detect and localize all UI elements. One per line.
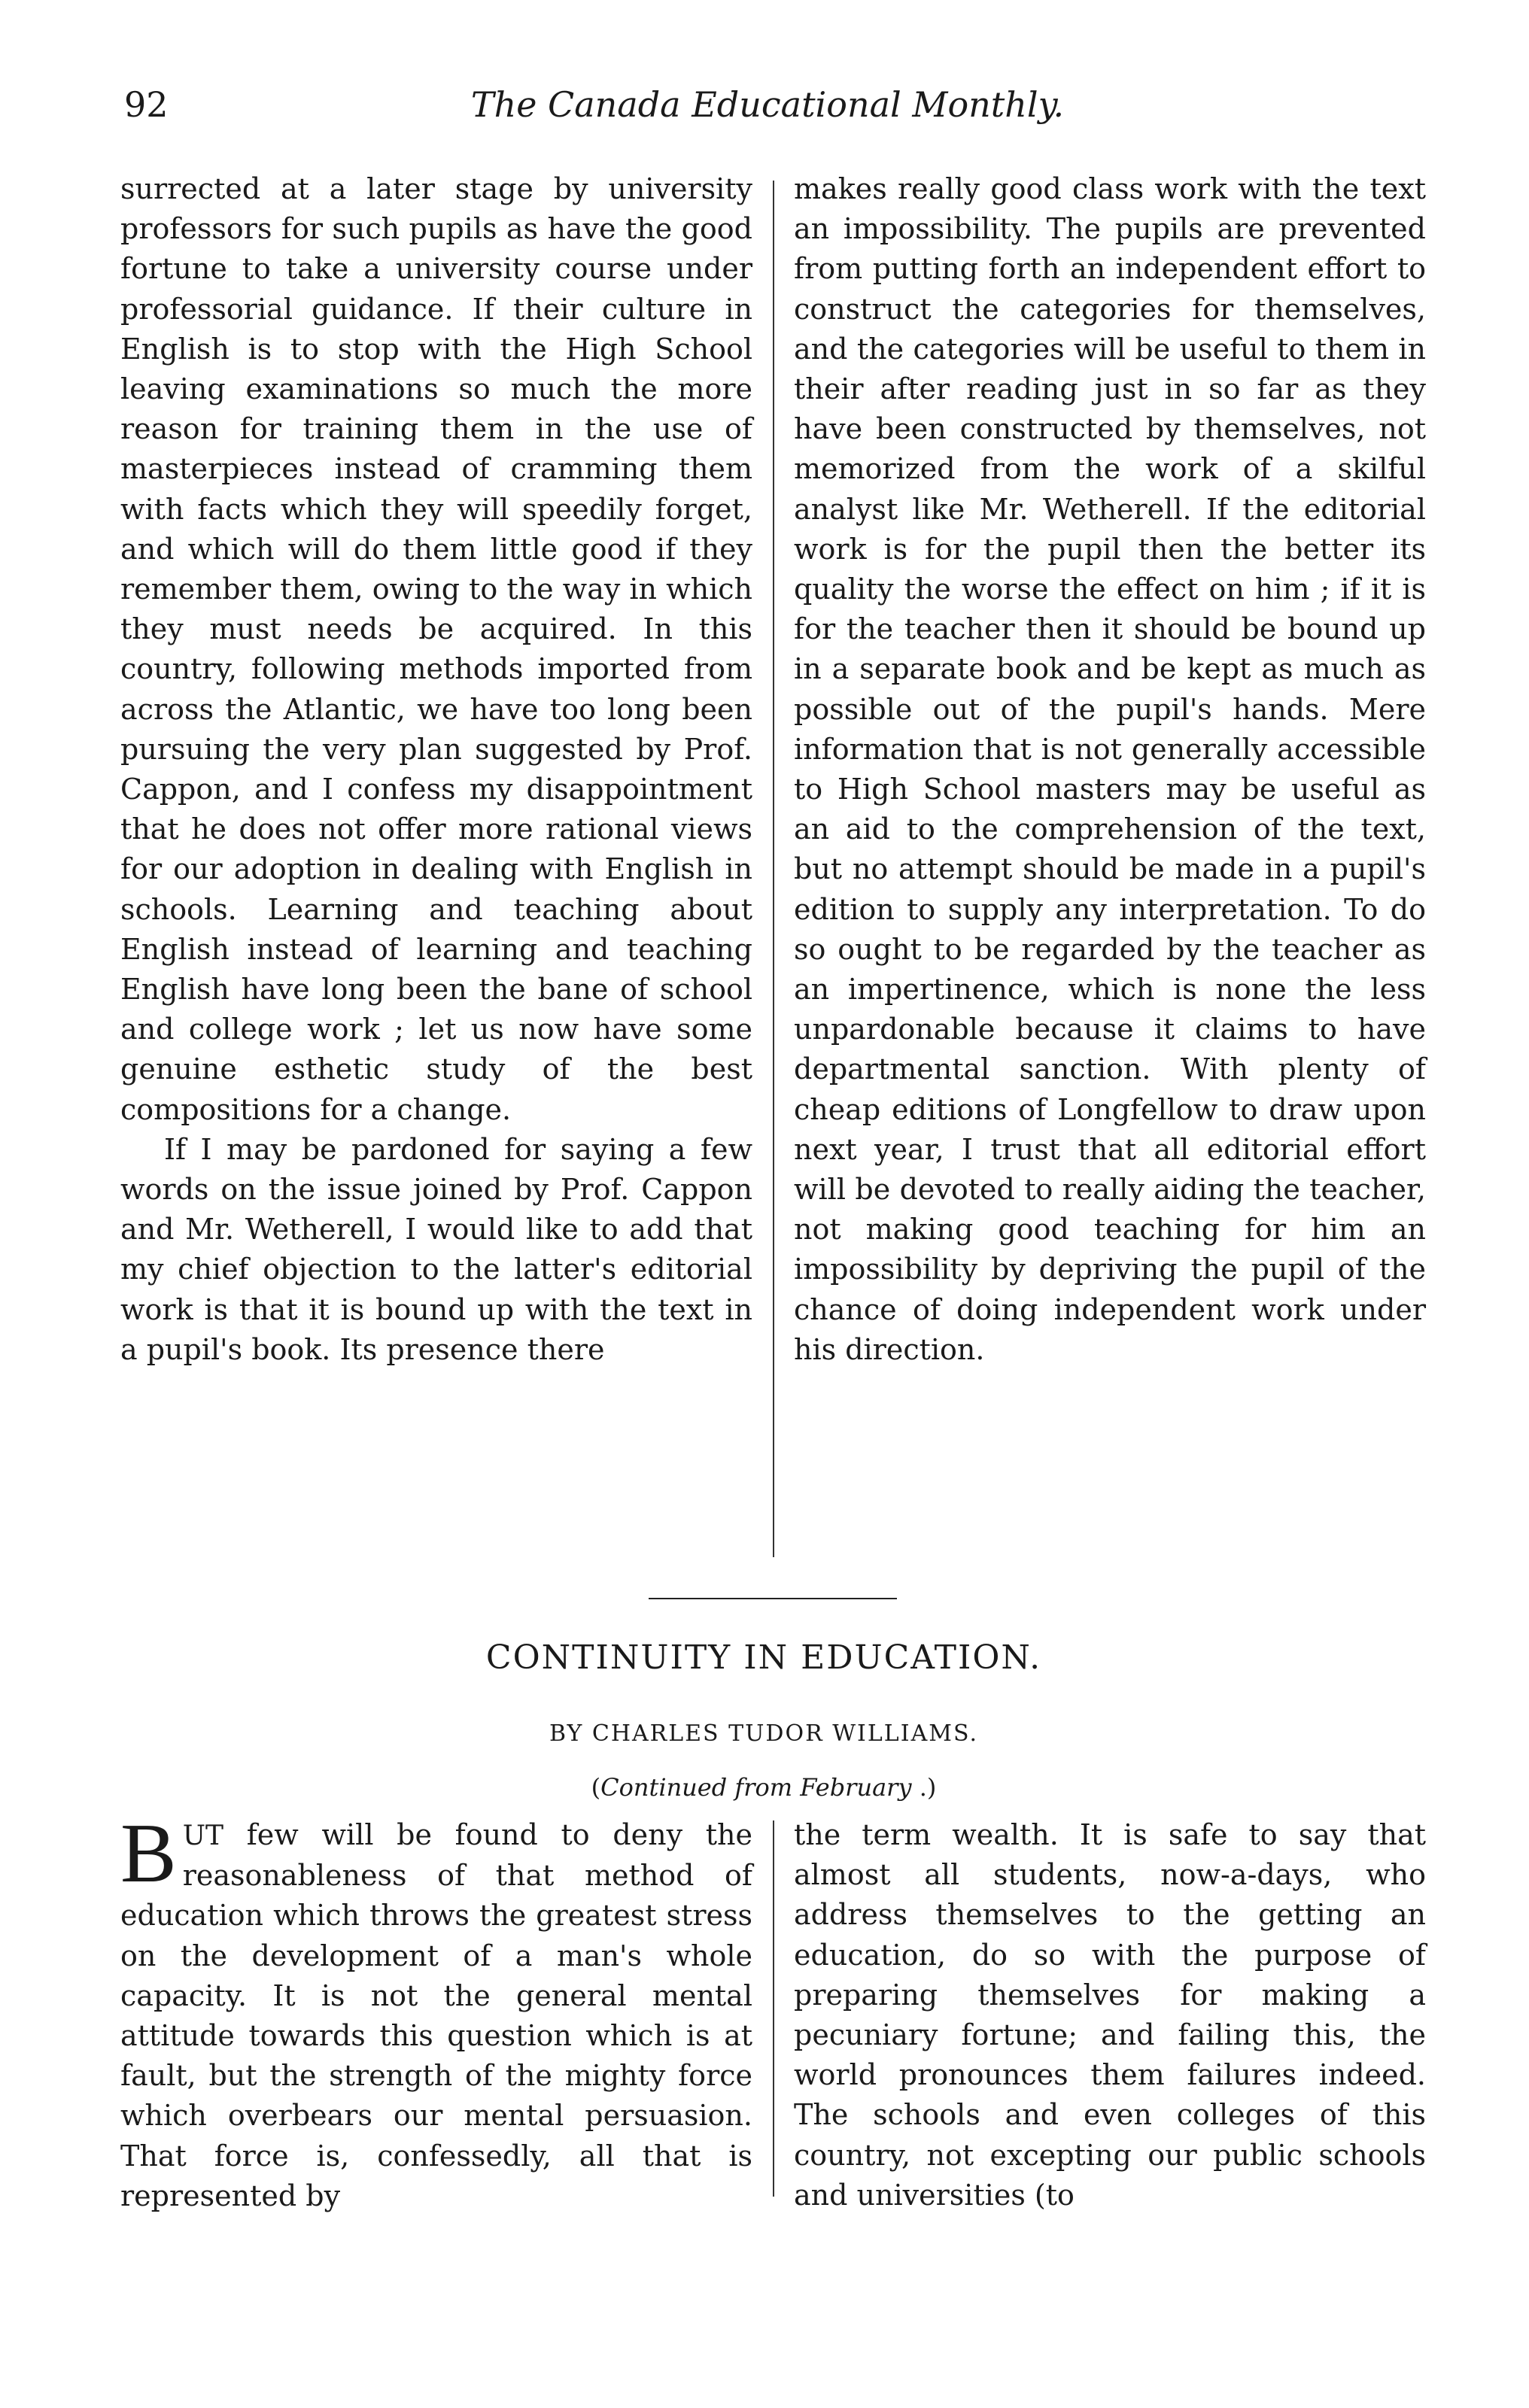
article-continued-note — [301, 1773, 1227, 1802]
article-left-column — [120, 1807, 752, 2216]
previous-article-left-column — [120, 169, 752, 1370]
article-byline: BY CHARLES TUDOR WILLIAMS. — [549, 1720, 978, 1747]
article-title: CONTINUITY IN EDUCATION. — [485, 1638, 1042, 1677]
paragraph — [120, 1807, 752, 2216]
continued-open: ( — [591, 1773, 601, 1802]
column-rule-top — [773, 181, 774, 1557]
lead-smallcaps: UT — [182, 1820, 224, 1851]
article-right-column — [794, 1815, 1426, 2215]
paragraph: surrected at a later stage by university professors for such pupils as have the good fortune to take a university course under professorial guidance. If their culture in English is to stop with the High School leaving examinations so much the more reason for training them in the use of masterpieces instead of cramming them with facts which they will speedily forget, and which will do them little good if they remember them, owing to the way in which they must needs be acquired. In this country, following methods imported from across the Atlantic, we have too long been pursuing the very plan suggested by Prof. Cappon, and I confess my disappointment that he does not offer more rational views for our adoption in dealing with English in schools. Learning and teaching about English instead of learning and teaching English have long been the bane of school and college work ; let us now have some genuine esthetic study of the best compositions for a change. — [120, 172, 753, 1126]
continued-close: .) — [911, 1773, 937, 1802]
previous-article-right-column — [794, 169, 1426, 1370]
paragraph: makes really good class work with the text an impossibility. The pupils are prevented from putting forth an independent effort to construct the categories for themselves, and the categories will be useful to them in their after reading just in so far as they have been constructed by themselves, not memorized from the work of a skilful analyst like Mr. Wetherell. If the editorial work is for the pupil then the better its quality the worse the effect on him ; if it is for the teacher then it should be bound up in a separate book and be kept as much as possible out of the pupil's hands. Mere information that is not generally accessible to High School masters may be useful as an aid to the comprehension of the text, but no attempt should be made in a pupil's edition to supply any interpretation. To do so ought to be regarded by the teacher as an impertinence, which is none the less unpardonable because it claims to have departmental sanction. With plenty of cheap editions of Longfellow to draw upon next year, I trust that all editorial effort will be devoted to really aiding the teacher, not making good teaching for him an impossibility by depriving the pupil of the chance of doing independent work under his direction. — [794, 172, 1426, 1366]
continued-text: Continued from February — [600, 1773, 912, 1802]
paragraph: If I may be pardoned for saying a few words on the issue joined by Prof. Cappon and Mr. Wetherell, I would like to add that my chief objection to the latter's editorial work is that it is bound up with the text in a pupil's book. Its presence there — [120, 1132, 752, 1366]
paragraph-text: few will be found to deny the reasonableness of that method of education which throws the greatest stress on the development of a man's whole capacity. It is not the general mental attitude towards this question which is at fault, but the strength of the mighty force which overbears our mental persuasion. That force is, confessedly, all that is represented by — [120, 1818, 752, 2212]
section-divider — [649, 1598, 897, 1599]
running-head: The Canada Educational Monthly. — [470, 84, 1065, 125]
paragraph: the term wealth. It is safe to say that almost all students, now-a-days, who address themselves to the getting an education, do so with the purpose of preparing themselves for making a pecuniary fortune; and failing this, the world pronounces them failures indeed. The schools and even colleges of this country, not excepting our public schools and universities (to — [794, 1818, 1426, 2212]
drop-cap: B — [120, 1807, 177, 1900]
page-number: 92 — [124, 84, 169, 125]
column-rule-bottom — [773, 1820, 774, 2197]
